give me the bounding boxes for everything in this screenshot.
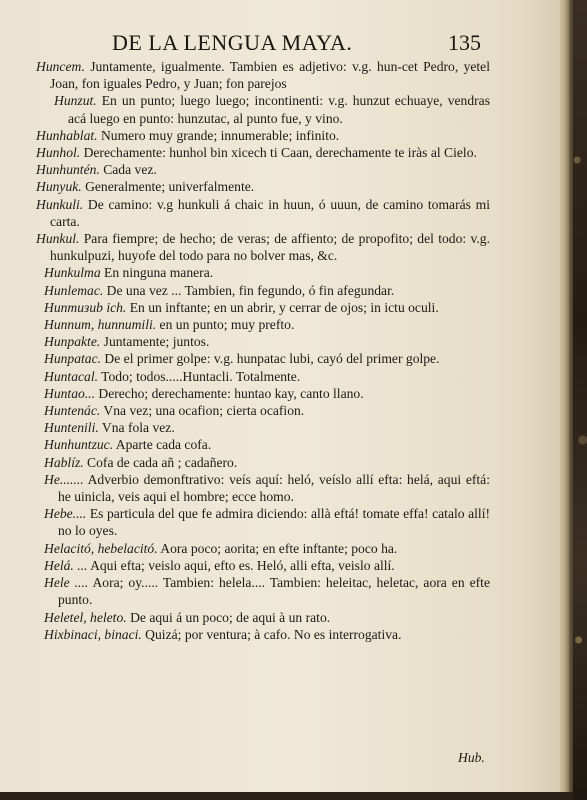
page-header	[0, 30, 560, 56]
entry-headword: Hunhuntzuc.	[44, 437, 114, 453]
dictionary-entry	[44, 264, 490, 281]
dictionary-entry	[44, 505, 490, 539]
entry-headword: Huntao...	[44, 385, 95, 401]
entry-headword: He.......	[44, 471, 84, 487]
entry-definition: Cofa de cada añ ; cadañero.	[83, 454, 238, 470]
entry-headword: Hablíz.	[44, 454, 84, 470]
dictionary-entry	[44, 385, 490, 402]
entry-definition: De el primer golpe: v.g. hunpatac lubi, cayó del primer golpe.	[101, 351, 440, 367]
entry-headword: Hunkul.	[36, 231, 80, 247]
entry-definition: Derechamente: hunhol bin xicech ti Caan, derechamente te iràs al Cielo.	[80, 145, 477, 161]
entry-headword: Huntacal.	[44, 368, 98, 384]
dictionary-entry	[44, 299, 490, 316]
entry-definition: Numero muy grande; innumerable; infinito.	[97, 127, 340, 143]
page-number: 135	[448, 30, 481, 55]
entry-headword: Hunkuli.	[36, 196, 84, 212]
entry-headword: Hunnum, hunnumili.	[44, 317, 157, 333]
entry-definition: Aparte cada cofa.	[113, 437, 212, 453]
entry-headword: Huntenili.	[44, 420, 99, 436]
dictionary-entry	[44, 316, 490, 333]
entry-headword: Hunzut.	[54, 93, 97, 109]
entry-definition: Derecho; derechamente: huntao kay, canto llano.	[94, 385, 364, 401]
background-strip	[0, 792, 573, 800]
entry-definition: Aora poco; aorita; en efte inftante; poco ha.	[157, 540, 398, 556]
entry-definition: Juntamente; juntos.	[100, 334, 210, 350]
entry-definition: En ninguna manera.	[100, 265, 214, 281]
entry-headword: Hebe....	[44, 506, 87, 522]
entry-definition: Generalmente; univerfalmente.	[81, 179, 255, 195]
entry-definition: en un punto; muy prefto.	[156, 317, 295, 333]
entry-headword: Hunmuзub ich.	[44, 299, 127, 315]
dictionary-entry	[36, 230, 490, 264]
entry-definition: Juntamente, igualmente. Tambien es adjetivo: v.g. hun-cet Pedro, yetel Joan, fon iguales Pedro, y Juan; fon parejos	[50, 59, 490, 92]
entry-headword: Huntenác.	[44, 403, 101, 419]
dictionary-entry	[44, 574, 490, 608]
entry-definition: Aora; oy..... Tambien: helela.... Tambien: heleitac, heletac, aora en efte punto.	[58, 575, 490, 608]
entry-headword: Hunpakte.	[44, 334, 101, 350]
dictionary-entry	[36, 178, 490, 195]
entry-headword: Helá. ...	[44, 557, 88, 573]
running-title: DE LA LENGUA MAYA.	[112, 30, 353, 55]
entry-definition: Adverbio demonftrativo: veís aquí: heló, veíslo allí efta: helá, aqui eftá: he uinicla, veis aqui el hombre; ecce homo.	[58, 471, 490, 505]
entry-definition: Para fiempre; de hecho; de veras; de affiento; de propofito; del todo: v.g. hunkulpuzi, huyofe del todo para no bolver mas, &c.	[50, 231, 490, 264]
entry-headword: Hunceт.	[36, 59, 85, 74]
entry-headword: Hele ....	[44, 575, 89, 591]
entry-headword: Hunkulma	[44, 265, 101, 281]
dictionary-entry	[36, 58, 490, 92]
dictionary-entry	[44, 419, 490, 436]
dictionary-entry	[36, 161, 490, 178]
dictionary-entry	[44, 436, 490, 453]
dictionary-entry	[44, 350, 490, 367]
marbled-cover-edge	[573, 0, 587, 800]
entry-definition: Todo; todos.....Huntacli. Totalmente.	[98, 368, 301, 384]
dictionary-entry	[44, 557, 490, 574]
dictionary-entry	[54, 92, 490, 126]
entry-headword: Hunyuk.	[36, 179, 82, 195]
entry-definition: Aqui efta; veislo aqui, efto es. Heló, alli efta, veislo allí.	[87, 557, 395, 573]
dictionary-entry	[36, 127, 490, 144]
entry-definition: Cada vez.	[99, 162, 157, 178]
entry-headword: Hunhuntén.	[36, 162, 100, 178]
entry-headword: Hunhablat.	[36, 127, 98, 143]
entry-headword: Helacitó, hebelacitó.	[44, 540, 158, 556]
dictionary-entry	[44, 402, 490, 419]
entry-headword: Hunlemac.	[44, 282, 104, 298]
entry-headword: Hunpatac.	[44, 351, 102, 367]
dictionary-entry	[44, 368, 490, 385]
dictionary-entry	[44, 609, 490, 626]
dictionary-entry	[36, 144, 490, 161]
entry-definition: Es particula del que fe admira diciendo: allà eftá! tomate effa! catalo allí! no lo oyes.	[58, 506, 490, 539]
dictionary-entry	[36, 196, 490, 230]
entry-definition: Quizá; por ventura; à cafo. No es interrogativa.	[141, 626, 402, 642]
entry-definition: De una vez ... Tambien, fin fegundo, ó fin afegundar.	[103, 282, 395, 298]
dictionary-entry	[44, 626, 490, 643]
catchword: Hub.	[458, 750, 485, 765]
entry-definition: Vna vez; una ocafion; cierta ocafion.	[100, 403, 305, 419]
dictionary-entry	[44, 333, 490, 350]
entry-headword: Heletel, heleto.	[44, 609, 127, 625]
entry-headword: Hixbinaci, binaci.	[44, 626, 142, 642]
entry-definition: De camino: v.g hunkuli á chaic in huun, ó uuun, de camino tomarás mi carta.	[50, 196, 490, 229]
entry-definition: En un inftante; en un abrir, y cerrar de ojos; in ictu oculi.	[126, 299, 439, 315]
entry-headword: Hunhol.	[36, 145, 81, 161]
dictionary-entry	[44, 454, 490, 471]
entry-definition: En un punto; luego luego; incontinenti: v.g. hunzut echuaye, vendras acá luego en punto: hunzutac, al punto fue, y vino.	[68, 93, 490, 126]
entry-definition: Vna fola vez.	[98, 420, 175, 436]
entry-definition: De aqui á un poco; de aqui à un rato.	[126, 609, 331, 625]
dictionary-entry	[44, 282, 490, 299]
page-edge	[560, 0, 569, 792]
dictionary-entry	[44, 471, 490, 505]
dictionary-entry	[44, 540, 490, 557]
dictionary-entries	[36, 58, 490, 643]
